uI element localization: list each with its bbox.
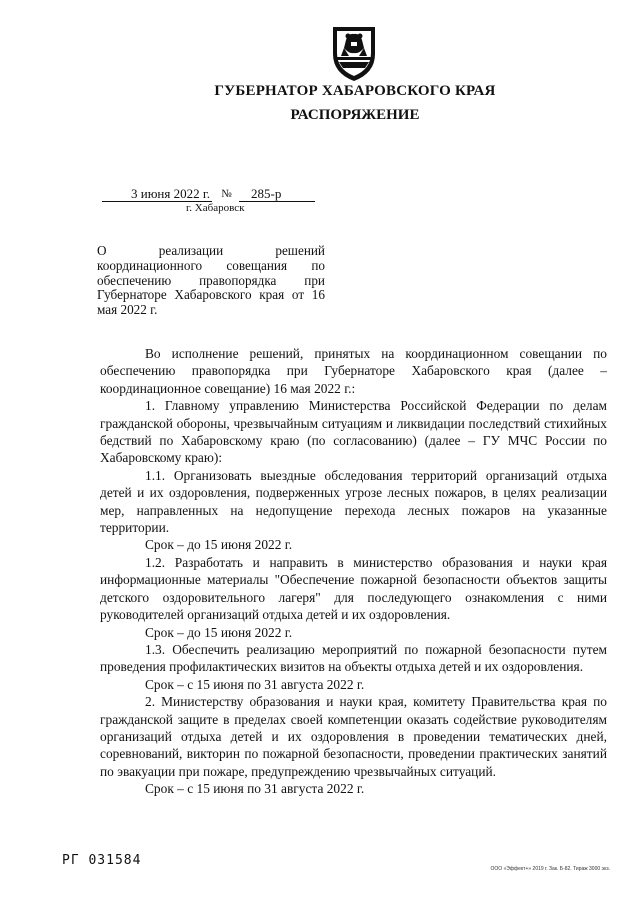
printer-imprint: ООО «Эффект+» 2019 г. Зак. Б-82. Тираж 3000 экз. bbox=[490, 866, 610, 872]
paragraph: Во исполнение решений, принятых на координационном совещании по обеспечению правопорядка при Губернаторе Хабаровского края (далее – координационное совещание) 16 мая 2022 г.: bbox=[100, 346, 607, 396]
paragraph: Срок – с 15 июня по 31 августа 2022 г. bbox=[145, 781, 365, 797]
coat-of-arms-icon bbox=[329, 24, 379, 84]
issuer-title: ГУБЕРНАТОР ХАБАРОВСКОГО КРАЯ bbox=[214, 83, 496, 99]
number-label: № bbox=[221, 188, 232, 200]
paragraph: 1.3. Обеспечить реализацию мероприятий по пожарной безопасности путем проведения профилактических визитов на объекты отдыха детей и их оздоровления. bbox=[100, 641, 607, 675]
document-city: г. Хабаровск bbox=[186, 202, 245, 214]
document-subject: О реализации решений координационного совещания по обеспечению правопорядка при Губернаторе Хабаровского края от 16 мая 2022 г. bbox=[97, 243, 325, 318]
paragraph: 1. Главному управлению Министерства Российской Федерации по делам гражданской обороны, чрезвычайным ситуациям и ликвидации последствий стихийных бедствий по Хабаровскому краю (по согласованию) (далее – ГУ МЧС России по Хабаровскому краю): bbox=[100, 398, 607, 466]
document-date: 3 июня 2022 г. bbox=[102, 187, 212, 202]
paragraph: Срок – с 15 июня по 31 августа 2022 г. bbox=[145, 676, 365, 692]
paragraph: 2. Министерству образования и науки края, комитету Правительства края по гражданской защите в пределах своей компетенции оказать содействие руководителям организаций отдыха детей и их оздоровления в проведении тематических дней, соревнований, викторин по пожарной безопасности, проведении практических занятий по эвакуации при пожаре, предупреждению чрезвычайных ситуаций. bbox=[100, 694, 607, 779]
document-body bbox=[100, 345, 607, 798]
registration-number: РГ 031584 bbox=[62, 853, 142, 868]
paragraph: 1.1. Организовать выездные обследования территорий организаций отдыха детей и их оздоровления, подверженных угрозе лесных пожаров, в целях реализации мер, направленных на недопущение перехода лесных пожаров на указанные территории. bbox=[100, 467, 607, 536]
date-number-line bbox=[102, 186, 315, 202]
document-number: 285-р bbox=[239, 187, 315, 202]
paragraph: Срок – до 15 июня 2022 г. bbox=[145, 624, 293, 640]
paragraph: Срок – до 15 июня 2022 г. bbox=[145, 537, 293, 553]
paragraph: 1.2. Разработать и направить в министерство образования и науки края информационные материалы "Обеспечение пожарной безопасности объектов защиты детского оздоровительного лагеря" для последующего ознакомления с ними руководителей организаций отдыха детей и их оздоровления. bbox=[100, 554, 607, 623]
document-type: РАСПОРЯЖЕНИЕ bbox=[290, 107, 420, 123]
